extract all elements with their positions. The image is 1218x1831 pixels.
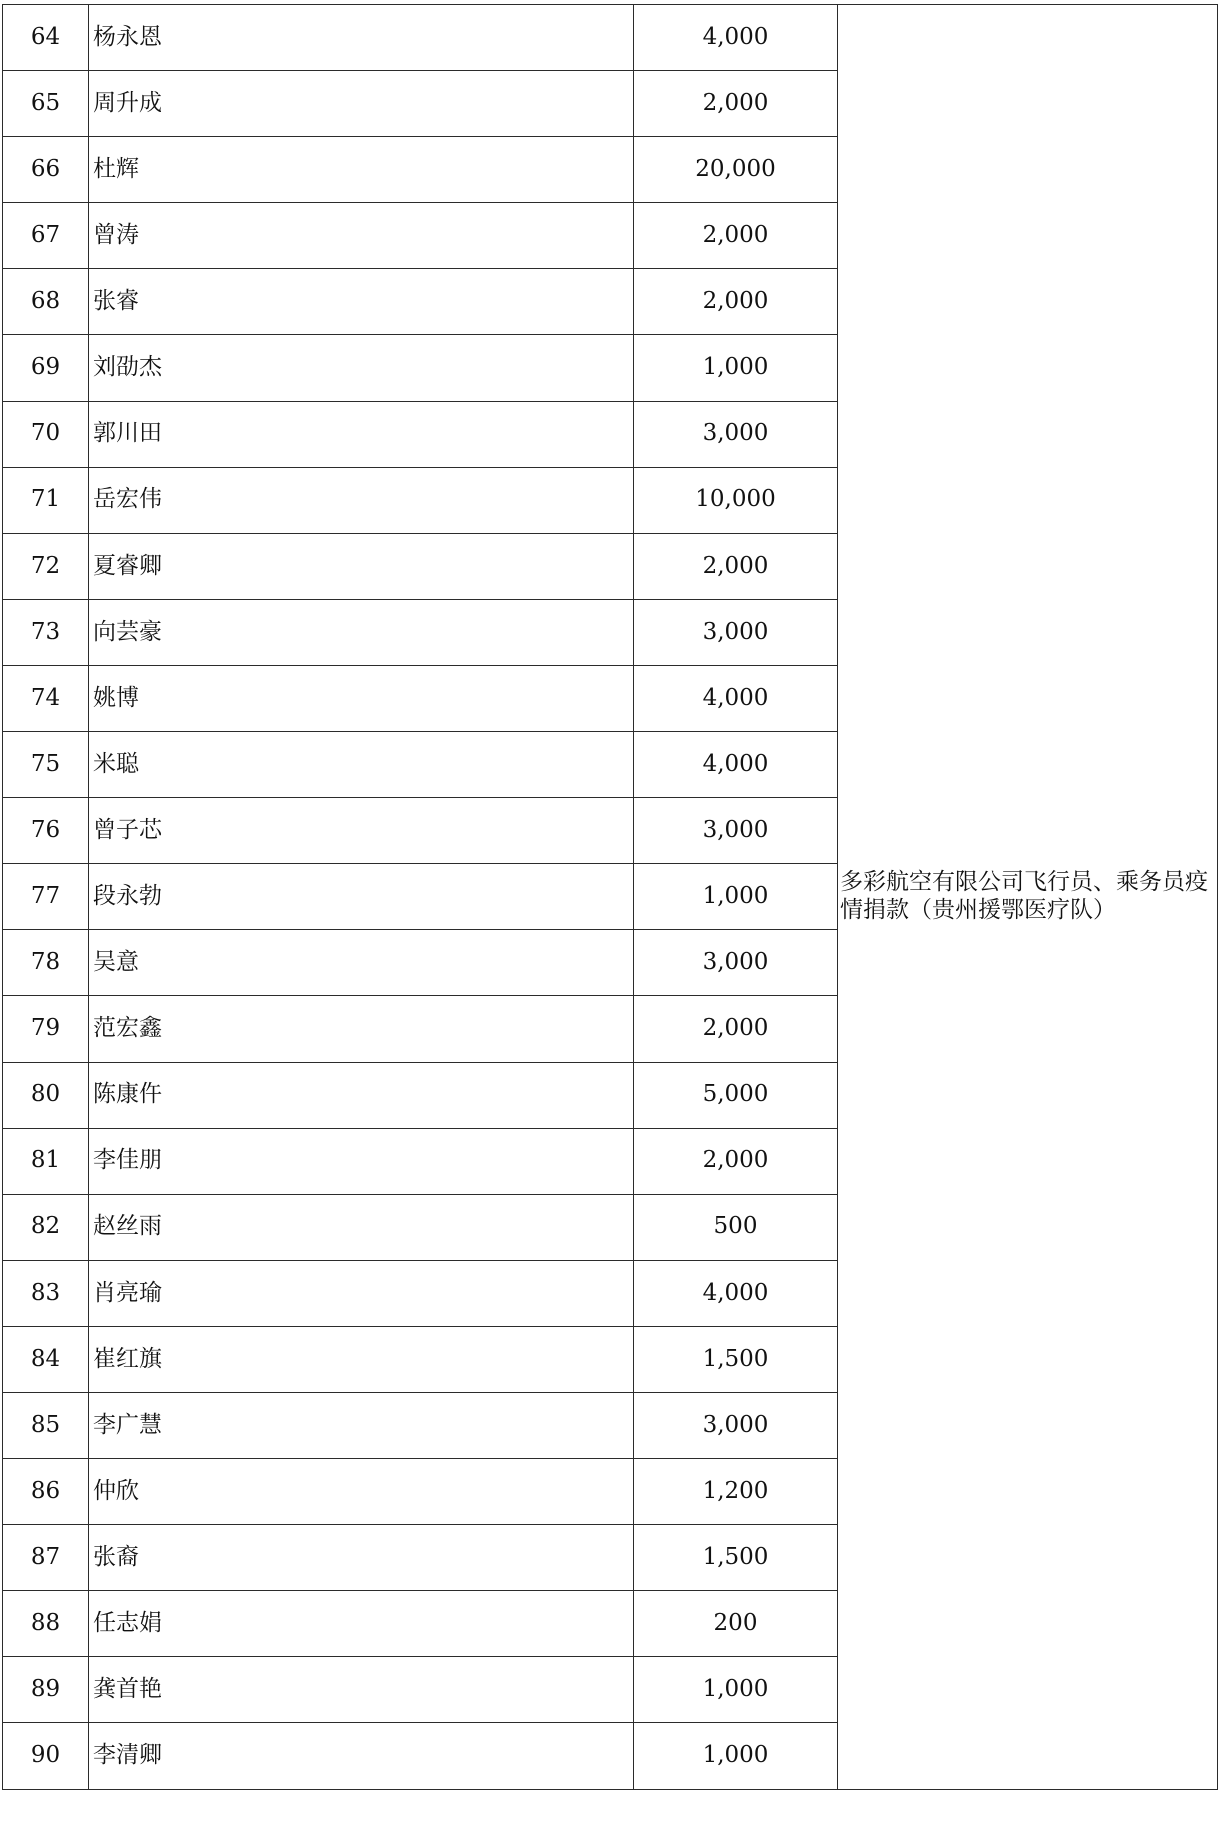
donor-name: 李清卿 xyxy=(89,1723,634,1789)
donor-name: 杨永恩 xyxy=(89,5,634,71)
donation-amount: 3,000 xyxy=(634,401,838,467)
row-number: 79 xyxy=(3,996,89,1062)
row-number: 78 xyxy=(3,930,89,996)
donor-name: 李佳朋 xyxy=(89,1128,634,1194)
row-number: 90 xyxy=(3,1723,89,1789)
donor-name: 龚首艳 xyxy=(89,1657,634,1723)
donation-amount: 4,000 xyxy=(634,665,838,731)
donor-name: 周升成 xyxy=(89,71,634,137)
donation-table xyxy=(2,4,1218,1790)
donor-name: 刘劭杰 xyxy=(89,335,634,401)
donation-table-body xyxy=(3,5,1218,1790)
row-number: 83 xyxy=(3,1260,89,1326)
donor-name: 岳宏伟 xyxy=(89,467,634,533)
donor-name: 崔红旗 xyxy=(89,1326,634,1392)
row-number: 80 xyxy=(3,1062,89,1128)
row-number: 72 xyxy=(3,533,89,599)
donation-amount: 20,000 xyxy=(634,137,838,203)
donation-amount: 200 xyxy=(634,1591,838,1657)
donation-amount: 3,000 xyxy=(634,930,838,996)
donation-amount: 10,000 xyxy=(634,467,838,533)
donation-amount: 2,000 xyxy=(634,1128,838,1194)
donation-amount: 4,000 xyxy=(634,732,838,798)
row-number: 76 xyxy=(3,798,89,864)
row-number: 88 xyxy=(3,1591,89,1657)
row-number: 65 xyxy=(3,71,89,137)
donor-name: 曾涛 xyxy=(89,203,634,269)
row-number: 64 xyxy=(3,5,89,71)
donation-amount: 3,000 xyxy=(634,798,838,864)
donation-amount: 1,000 xyxy=(634,1657,838,1723)
donor-name: 曾子芯 xyxy=(89,798,634,864)
row-number: 82 xyxy=(3,1194,89,1260)
donation-amount: 1,000 xyxy=(634,864,838,930)
donation-amount: 2,000 xyxy=(634,269,838,335)
row-number: 67 xyxy=(3,203,89,269)
donor-name: 张睿 xyxy=(89,269,634,335)
donation-amount: 1,500 xyxy=(634,1326,838,1392)
donation-amount: 1,000 xyxy=(634,335,838,401)
donation-amount: 500 xyxy=(634,1194,838,1260)
donor-name: 郭川田 xyxy=(89,401,634,467)
donor-name: 米聪 xyxy=(89,732,634,798)
row-number: 74 xyxy=(3,665,89,731)
donation-note: 多彩航空有限公司飞行员、乘务员疫情捐款（贵州援鄂医疗队） xyxy=(838,5,1218,1790)
row-number: 75 xyxy=(3,732,89,798)
row-number: 68 xyxy=(3,269,89,335)
donor-name: 肖亮瑜 xyxy=(89,1260,634,1326)
row-number: 69 xyxy=(3,335,89,401)
donor-name: 夏睿卿 xyxy=(89,533,634,599)
row-number: 81 xyxy=(3,1128,89,1194)
row-number: 84 xyxy=(3,1326,89,1392)
donor-name: 陈康仵 xyxy=(89,1062,634,1128)
donor-name: 吴意 xyxy=(89,930,634,996)
row-number: 77 xyxy=(3,864,89,930)
donor-name: 任志娟 xyxy=(89,1591,634,1657)
donation-amount: 1,500 xyxy=(634,1525,838,1591)
donor-name: 赵丝雨 xyxy=(89,1194,634,1260)
donor-name: 杜辉 xyxy=(89,137,634,203)
row-number: 89 xyxy=(3,1657,89,1723)
row-number: 66 xyxy=(3,137,89,203)
donation-amount: 3,000 xyxy=(634,599,838,665)
donation-amount: 4,000 xyxy=(634,1260,838,1326)
row-number: 85 xyxy=(3,1392,89,1458)
donation-amount: 1,200 xyxy=(634,1459,838,1525)
donor-name: 范宏鑫 xyxy=(89,996,634,1062)
donation-amount: 2,000 xyxy=(634,996,838,1062)
donor-name: 李广慧 xyxy=(89,1392,634,1458)
donor-name: 段永勃 xyxy=(89,864,634,930)
donation-amount: 4,000 xyxy=(634,5,838,71)
donor-name: 向芸豪 xyxy=(89,599,634,665)
donation-amount: 2,000 xyxy=(634,533,838,599)
row-number: 70 xyxy=(3,401,89,467)
row-number: 87 xyxy=(3,1525,89,1591)
donation-amount: 5,000 xyxy=(634,1062,838,1128)
donation-amount: 2,000 xyxy=(634,71,838,137)
row-number: 86 xyxy=(3,1459,89,1525)
row-number: 71 xyxy=(3,467,89,533)
donation-amount: 2,000 xyxy=(634,203,838,269)
donation-amount: 1,000 xyxy=(634,1723,838,1789)
donor-name: 仲欣 xyxy=(89,1459,634,1525)
donation-amount: 3,000 xyxy=(634,1392,838,1458)
donor-name: 张裔 xyxy=(89,1525,634,1591)
table-row xyxy=(3,5,1218,71)
donor-name: 姚博 xyxy=(89,665,634,731)
row-number: 73 xyxy=(3,599,89,665)
